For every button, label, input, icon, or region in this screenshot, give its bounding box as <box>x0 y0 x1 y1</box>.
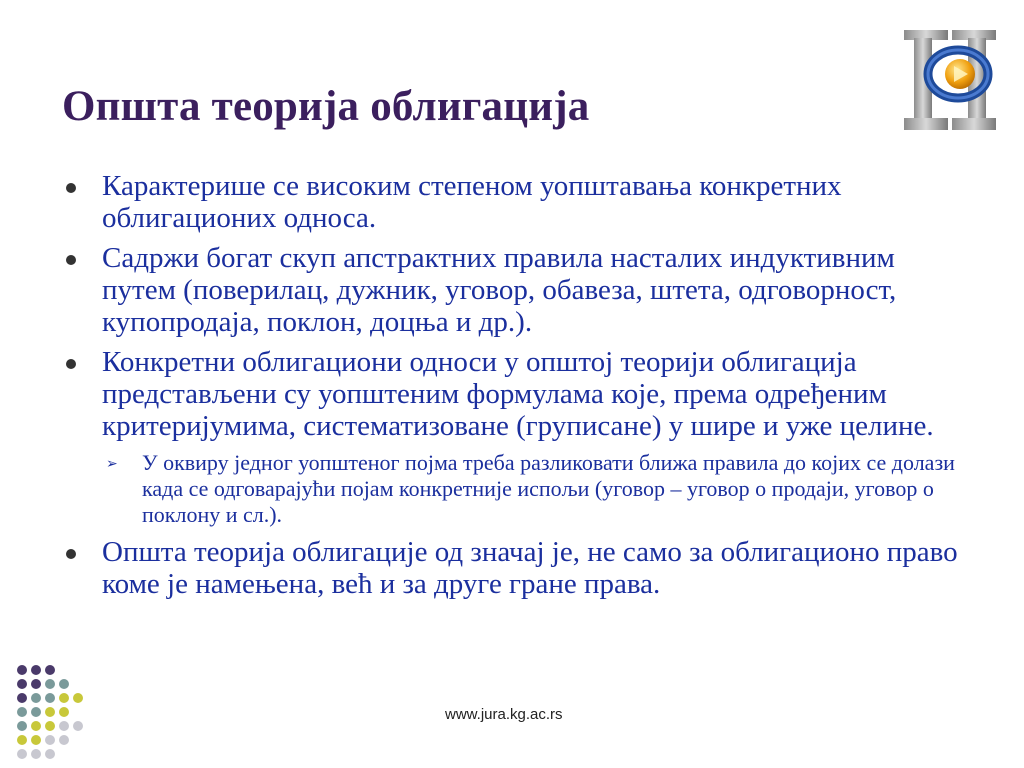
bullet-item-2 <box>62 242 962 338</box>
sub-bullet-item <box>102 450 962 528</box>
dot-grid-decoration <box>0 662 110 768</box>
bullet-item-3 <box>62 346 962 442</box>
slide-title: Општа теорија облигација <box>62 83 590 130</box>
bullet-text: Конкретни облигациони односи у општој теорији облигација представљени су уопштеним формулама које, према одређеним критеријумима, систематизоване (груписане) у шире и уже целине. <box>102 346 934 442</box>
bullet-text: Садржи богат скуп апстрактних правила насталих индуктивним путем (поверилац, дужник, уговор, обавеза, штета, одговорност, купопродаја, поклон, доцња и др.). <box>102 242 897 338</box>
bullet-text: Општа теорија облигације од значај је, не само за облигационо право коме је намењена, већ и за друге гране права. <box>102 536 958 600</box>
bullet-dot-icon <box>66 359 76 369</box>
bullet-dot-icon <box>66 549 76 559</box>
bullet-dot-icon <box>66 255 76 265</box>
footer-url: www.jura.kg.ac.rs <box>445 706 563 723</box>
bullet-item-4 <box>62 536 962 600</box>
bullet-item-1 <box>62 170 962 234</box>
university-logo-icon <box>896 22 1006 137</box>
slide-content <box>62 170 962 608</box>
bullet-text: Карактерише се високим степеном уопштавања конкретних облигационих односа. <box>102 170 842 234</box>
sub-bullet-text: У оквиру једног уопштеног појма треба разликовати ближа правила до којих се долази када се одговарајући појам конкретније испољи (уговор – уговор о продаји, уговор о поклону и сл.). <box>142 450 955 527</box>
arrow-bullet-icon: ➢ <box>106 456 118 472</box>
bullet-dot-icon <box>66 183 76 193</box>
